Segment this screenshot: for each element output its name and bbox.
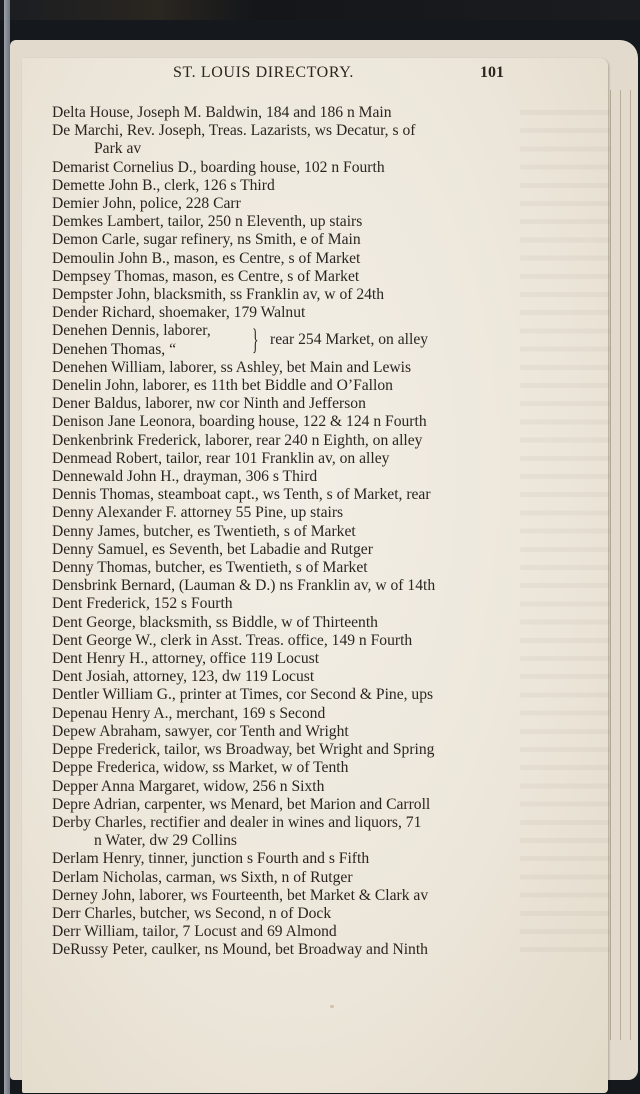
entry-continuation: Park av bbox=[94, 140, 142, 158]
directory-entry bbox=[52, 905, 532, 923]
entry-text: Derr William, tailor, 7 Locust and 69 Almond bbox=[52, 923, 337, 941]
entry-text: Denmead Robert, tailor, rear 101 Franklin av, on alley bbox=[52, 449, 390, 467]
entry-text: Dender Richard, shoemaker, 179 Walnut bbox=[52, 304, 306, 322]
directory-entry bbox=[52, 377, 532, 395]
paper-stain bbox=[330, 1005, 334, 1008]
directory-entry: Denehen Thomas, “ bbox=[52, 340, 176, 358]
directory-entry bbox=[52, 869, 532, 887]
entry-text: De Marchi, Rev. Joseph, Treas. Lazarists, ws Decatur, s of bbox=[52, 122, 416, 140]
directory-entry bbox=[52, 941, 532, 959]
directory-entry bbox=[52, 213, 532, 231]
entry-text: Denkenbrink Frederick, laborer, rear 240 n Eighth, on alley bbox=[52, 431, 423, 449]
directory-entry: Denehen Dennis, laborer, bbox=[52, 322, 211, 340]
brace-names bbox=[52, 322, 211, 358]
entry-text: Denny Samuel, es Seventh, bet Labadie and Rutger bbox=[52, 540, 373, 558]
directory-entry bbox=[52, 541, 532, 559]
directory-entry bbox=[52, 250, 532, 268]
directory-entry bbox=[52, 432, 532, 450]
entry-text: Dent Frederick, 152 s Fourth bbox=[52, 595, 233, 613]
entry-text: Deppe Frederica, widow, ss Market, w of Tenth bbox=[52, 759, 349, 777]
directory-entry bbox=[52, 504, 532, 522]
directory-entry bbox=[52, 268, 532, 286]
directory-entry bbox=[52, 796, 532, 814]
directory-entry bbox=[52, 486, 532, 504]
directory-entry bbox=[52, 159, 532, 177]
directory-entry bbox=[52, 814, 532, 850]
entry-text: Demon Carle, sugar refinery, ns Smith, e of Main bbox=[52, 231, 361, 249]
entry-text: Dent Josiah, attorney, 123, dw 119 Locust bbox=[52, 668, 315, 686]
entries-before-group bbox=[52, 104, 532, 322]
entry-text: Dentler William G., printer at Times, cor Second & Pine, ups bbox=[52, 686, 434, 704]
directory-entry bbox=[52, 778, 532, 796]
directory-entry bbox=[52, 523, 532, 541]
entry-text: Demoulin John B., mason, es Centre, s of Market bbox=[52, 249, 361, 267]
directory-entry bbox=[52, 668, 532, 686]
page-number: 101 bbox=[480, 64, 504, 81]
photo-backdrop bbox=[0, 0, 640, 20]
directory-entry bbox=[52, 632, 532, 650]
entry-text: Derr Charles, butcher, ws Second, n of Dock bbox=[52, 904, 332, 922]
entry-text: Depper Anna Margaret, widow, 256 n Sixth bbox=[52, 777, 325, 795]
directory-entry bbox=[52, 559, 532, 577]
directory-entry bbox=[52, 686, 532, 704]
directory-entry bbox=[52, 850, 532, 868]
bleed-through-text bbox=[520, 100, 610, 960]
entry-text: Dent George, blacksmith, ss Biddle, w of Thirteenth bbox=[52, 613, 378, 631]
directory-entry bbox=[52, 577, 532, 595]
entry-text: Derby Charles, rectifier and dealer in wines and liquors, 71 bbox=[52, 813, 422, 831]
entry-text: Dent George W., clerk in Asst. Treas. office, 149 n Fourth bbox=[52, 631, 413, 649]
directory-entry bbox=[52, 195, 532, 213]
directory-entry bbox=[52, 231, 532, 249]
entry-text: Demette John B., clerk, 126 s Third bbox=[52, 176, 275, 194]
directory-entry bbox=[52, 177, 532, 195]
page-edge-line bbox=[620, 90, 621, 1040]
entry-text: Dennis Thomas, steamboat capt., ws Tenth, s of Market, rear bbox=[52, 486, 431, 504]
entry-text: Depenau Henry A., merchant, 169 s Second bbox=[52, 704, 326, 722]
entry-text: Dempsey Thomas, mason, es Centre, s of Market bbox=[52, 267, 360, 285]
entry-text: Denny Thomas, butcher, es Twentieth, s of Market bbox=[52, 559, 368, 577]
shared-address: rear 254 Market, on alley bbox=[270, 331, 429, 349]
directory-entry bbox=[52, 304, 532, 322]
entry-text: Demkes Lambert, tailor, 250 n Eleventh, up stairs bbox=[52, 213, 363, 231]
directory-entry bbox=[52, 468, 532, 486]
entry-text: Depre Adrian, carpenter, ws Menard, bet Marion and Carroll bbox=[52, 795, 431, 813]
entry-continuation: n Water, dw 29 Collins bbox=[94, 832, 237, 850]
directory-entry bbox=[52, 741, 532, 759]
entry-text: Derney John, laborer, ws Fourteenth, bet Market & Clark av bbox=[52, 886, 429, 904]
directory-entry bbox=[52, 359, 532, 377]
directory-entry bbox=[52, 759, 532, 777]
entry-text: Demier John, police, 228 Carr bbox=[52, 195, 241, 213]
directory-entry bbox=[52, 595, 532, 613]
entry-text: Denison Jane Leonora, boarding house, 122 & 124 n Fourth bbox=[52, 413, 427, 431]
directory-entry bbox=[52, 705, 532, 723]
running-head bbox=[0, 64, 640, 88]
directory-entry bbox=[52, 395, 532, 413]
entry-text: Denehen William, laborer, ss Ashley, bet Main and Lewis bbox=[52, 358, 412, 376]
directory-entry bbox=[52, 887, 532, 905]
running-head-title: ST. LOUIS DIRECTORY. bbox=[173, 64, 354, 81]
entry-text: Derlam Henry, tinner, junction s Fourth and s Fifth bbox=[52, 850, 370, 868]
directory-entry bbox=[52, 614, 532, 632]
brace-entry-group bbox=[52, 322, 532, 358]
directory-entry bbox=[52, 286, 532, 304]
entry-text: Derlam Nicholas, carman, ws Sixth, n of Rutger bbox=[52, 868, 353, 886]
entry-text: Denny Alexander F. attorney 55 Pine, up stairs bbox=[52, 504, 344, 522]
directory-entry bbox=[52, 923, 532, 941]
entry-text: Dener Baldus, laborer, nw cor Ninth and Jefferson bbox=[52, 395, 366, 413]
entry-text: Dent Henry H., attorney, office 119 Locust bbox=[52, 650, 320, 668]
curly-brace-icon: } bbox=[252, 323, 259, 357]
entries-after-group bbox=[52, 359, 532, 960]
entry-text: Delta House, Joseph M. Baldwin, 184 and 186 n Main bbox=[52, 104, 392, 121]
entry-text: Denelin John, laborer, es 11th bet Biddle and O’Fallon bbox=[52, 377, 393, 395]
directory-entries bbox=[52, 104, 532, 960]
directory-entry bbox=[52, 413, 532, 431]
entry-text: Densbrink Bernard, (Lauman & D.) ns Franklin av, w of 14th bbox=[52, 577, 436, 595]
directory-entry bbox=[52, 122, 532, 158]
page-edge-line bbox=[630, 90, 631, 1040]
entry-text: Dennewald John H., drayman, 306 s Third bbox=[52, 468, 318, 486]
directory-entry bbox=[52, 650, 532, 668]
entry-text: Dempster John, blacksmith, ss Franklin av, w of 24th bbox=[52, 286, 385, 304]
directory-entry bbox=[52, 104, 532, 122]
entry-text: Demarist Cornelius D., boarding house, 102 n Fourth bbox=[52, 158, 385, 176]
directory-entry bbox=[52, 723, 532, 741]
entry-text: DeRussy Peter, caulker, ns Mound, bet Broadway and Ninth bbox=[52, 941, 428, 959]
entry-text: Depew Abraham, sawyer, cor Tenth and Wright bbox=[52, 722, 349, 740]
directory-entry bbox=[52, 450, 532, 468]
entry-text: Denny James, butcher, es Twentieth, s of Market bbox=[52, 522, 356, 540]
entry-text: Deppe Frederick, tailor, ws Broadway, bet Wright and Spring bbox=[52, 741, 435, 759]
page-edge-line bbox=[610, 90, 611, 1040]
